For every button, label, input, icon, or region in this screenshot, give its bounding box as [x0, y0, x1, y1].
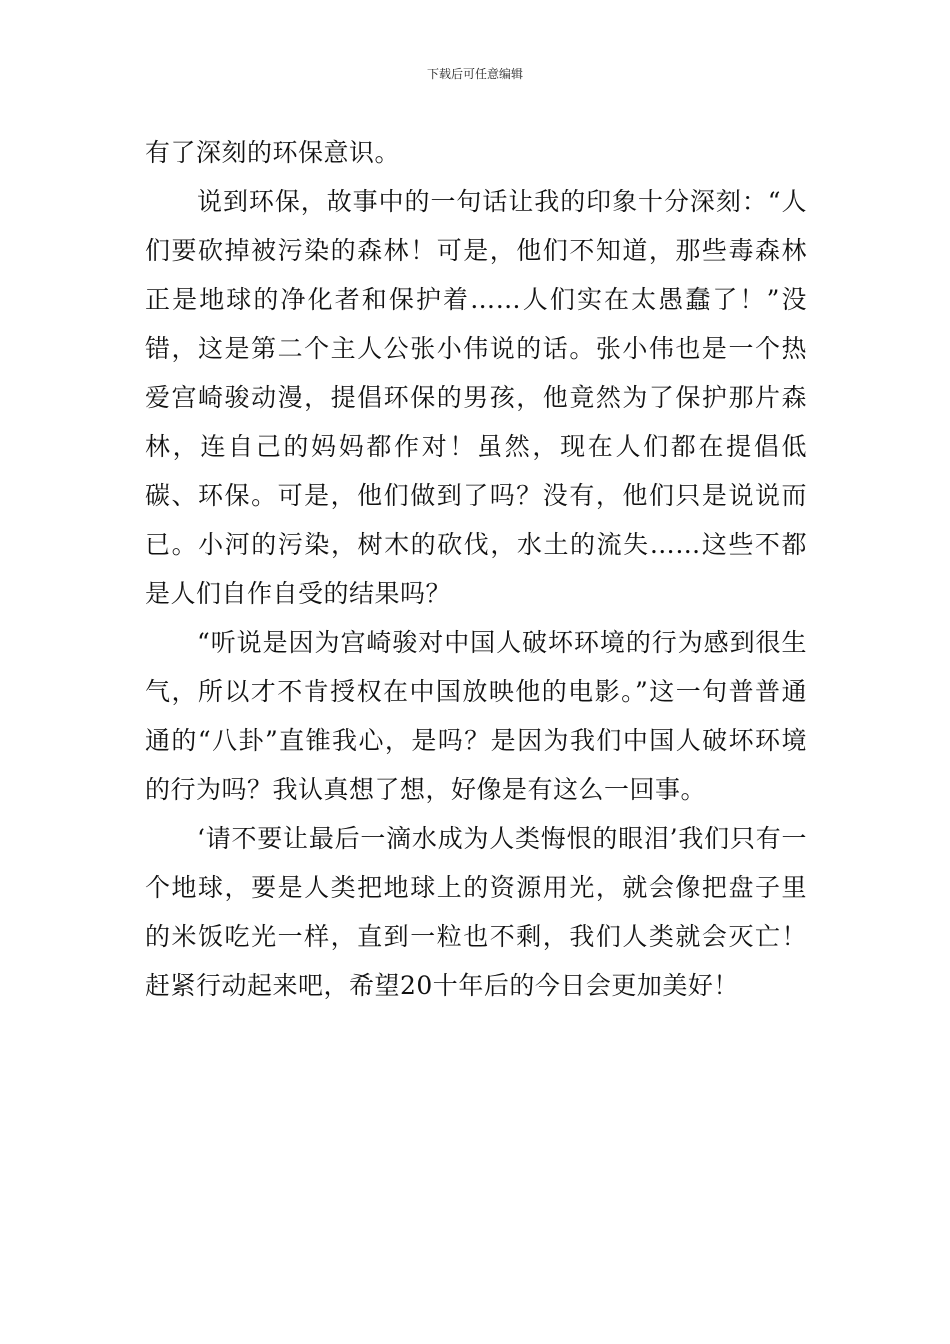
document-body [145, 128, 807, 1010]
page-header: 下载后可任意编辑 [426, 67, 523, 81]
paragraph-2: 说到环保，故事中的一句话让我的印象十分深刻：“人们要砍掉被污染的森林！可是，他们不知道，那些毒森林正是地球的净化者和保护着……人们实在太愚蠢了！”没错，这是第二个主人公张小伟说的话。张小伟也是一个热爱宫崎骏动漫，提倡环保的男孩，他竟然为了保护那片森林，连自己的妈妈都作对！虽然，现在人们都在提倡低碳、环保。可是，他们做到了吗？没有，他们只是说说而已。小河的污染，树木的砍伐，水土的流失……这些不都是人们自作自受的结果吗？ [145, 187, 807, 608]
paragraph-4: ‘请不要让最后一滴水成为人类悔恨的眼泪’我们只有一个地球，要是人类把地球上的资源用光，就会像把盘子里的米饭吃光一样，直到一粒也不剩，我们人类就会灭亡！赶紧行动起来吧，希望20十年后的今日会更加美好！ [145, 824, 807, 1000]
paragraph-3: “听说是因为宫崎骏对中国人破坏环境的行为感到很生气，所以才不肯授权在中国放映他的电影。”这一句普普通通的“八卦”直锥我心，是吗？是因为我们中国人破坏环境的行为吗？我认真想了想，好像是有这么一回事。 [145, 628, 807, 804]
paragraph-1: 有了深刻的环保意识。 [145, 138, 401, 167]
